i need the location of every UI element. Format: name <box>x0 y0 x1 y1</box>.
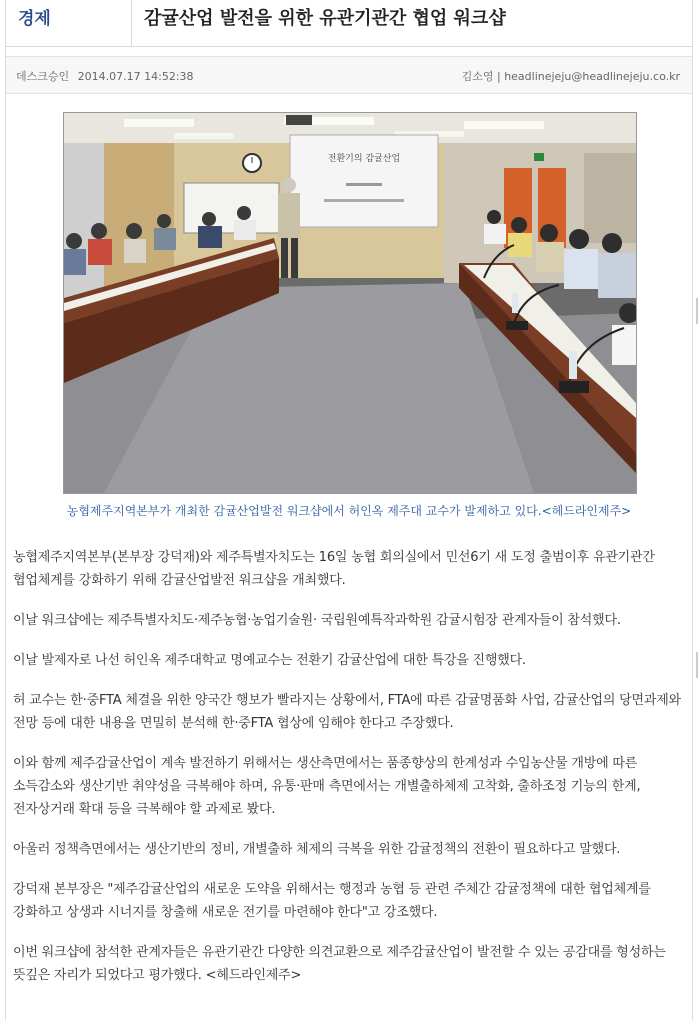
desk-approval-label: 데스크승인 <box>16 70 70 83</box>
meta-left <box>16 68 194 84</box>
publish-datetime: 2014.07.17 14:52:38 <box>77 70 194 83</box>
body-paragraph: 허 교수는 한·중FTA 체결을 위한 양국간 행보가 빨라지는 상황에서, FTA에 따른 감귤명품화 사업, 감귤산업의 당면과제와 전망 등에 대한 내용을 면밀히 분석해 한·중FTA 협상에 임해야 한다고 주장했다. <box>13 693 681 731</box>
body-paragraph: 이날 워크샵에는 제주특별자치도·제주농협·농업기술원· 국립원예특작과학원 감귤시험장 관계자들이 참석했다. <box>13 613 621 628</box>
article-frame <box>5 0 693 1020</box>
screen-title: 전환기의 감귤산업 <box>327 154 401 164</box>
photo-caption: 농협제주지역본부가 개최한 감귤산업발전 워크샵에서 허인옥 제주대 교수가 발제하고 있다.<헤드라인제주> <box>66 504 632 518</box>
author-name: 김소영 <box>461 70 494 83</box>
meta-separator: | <box>496 70 505 83</box>
body-paragraph: 강덕재 본부장은 "제주감귤산업의 새로운 도약을 위해서는 행정과 농협 등 관련 주체간 감귤정책에 대한 협업체계를 강화하고 상생과 시너지를 창출해 새로운 전기를 마련해야 한다"고 강조했다. <box>13 882 651 920</box>
body-paragraph: 이와 함께 제주감귤산업이 계속 발전하기 위해서는 생산측면에서는 품종향상의 한계성과 수입농산물 개방에 따른 소득감소와 생산기반 취약성을 극복해야 하며, 유통·판매 측면에서는 개별출하체제 고착화, 출하조정 기능의 한계, 전자상거래 확대 등을 극복해야 할 과제로 봤다. <box>13 756 641 817</box>
meeting-room-illustration <box>64 113 636 493</box>
body-paragraph: 아울러 정책측면에서는 생산기반의 정비, 개별출하 체제의 극복을 위한 감귤정책의 전환이 필요하다고 말했다. <box>13 842 621 857</box>
header-rule <box>6 46 692 47</box>
article-title: 감귤산업 발전을 위한 유관기관간 협업 워크샵 <box>144 8 506 29</box>
section-label[interactable]: 경제 <box>18 9 51 29</box>
article-body <box>13 546 689 1004</box>
body-paragraph: 이날 발제자로 나선 허인옥 제주대학교 명예교수는 전환기 감귤산업에 대한 특강을 진행했다. <box>13 653 526 668</box>
page-edge-mark <box>696 298 698 324</box>
body-paragraph: 농협제주지역본부(본부장 강덕재)와 제주특별자치도는 16일 농협 회의실에서 민선6기 새 도정 출범이후 유관기관간 협업체계를 강화하기 위해 감귤산업발전 워크샵을 개최했다. <box>13 550 655 588</box>
article-photo <box>63 112 637 494</box>
meta-right <box>462 68 680 84</box>
article-meta <box>6 56 692 94</box>
page-edge-mark <box>696 652 698 678</box>
author-email[interactable]: headlinejeju@headlinejeju.co.kr <box>504 70 680 83</box>
header-divider <box>131 0 132 46</box>
body-paragraph: 이번 워크샵에 참석한 관계자들은 유관기관간 다양한 의견교환으로 제주감귤산업이 발전할 수 있는 공감대를 형성하는 뜻깊은 자리가 되었다고 평가했다. <헤드라인제주> <box>13 945 666 983</box>
article-header <box>6 0 692 46</box>
